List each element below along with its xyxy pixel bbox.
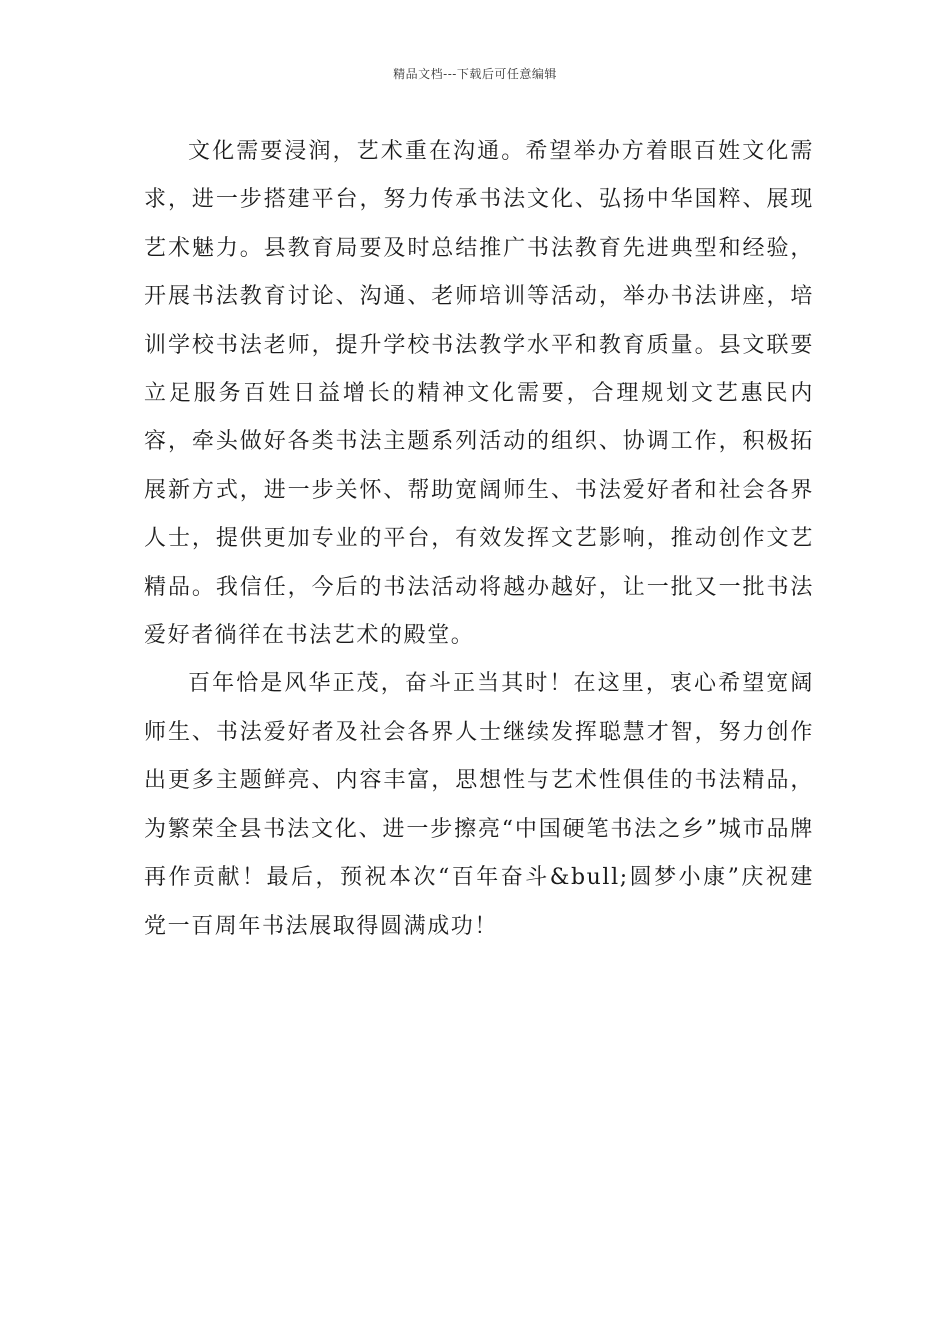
page-header: 精品文档---下载后可任意编辑	[393, 67, 557, 81]
paragraph-2: 百年恰是风华正茂，奋斗正当其时！在这里，衷心希望宽阔师生、书法爱好者及社会各界人士继续发挥聪慧才智，努力创作出更多主题鲜亮、内容丰富，思想性与艺术性俱佳的书法精品，为繁荣全县书法文化、进一步擦亮“中国硬笔书法之乡”城市品牌再作贡献！最后，预祝本次“百年奋斗&bull;圆梦小康”庆祝建党一百周年书法展取得圆满成功！	[144, 671, 814, 939]
document-body	[144, 128, 814, 951]
paragraph-1: 文化需要浸润，艺术重在沟通。希望举办方着眼百姓文化需求，进一步搭建平台，努力传承书法文化、弘扬中华国粹、展现艺术魅力。县教育局要及时总结推广书法教育先进典型和经验，开展书法教育讨论、沟通、老师培训等活动，举办书法讲座，培训学校书法老师，提升学校书法教学水平和教育质量。县文联要立足服务百姓日益增长的精神文化需要，合理规划文艺惠民内容，牵头做好各类书法主题系列活动的组织、协调工作，积极拓展新方式，进一步关怀、帮助宽阔师生、书法爱好者和社会各界人士，提供更加专业的平台，有效发挥文艺影响，推动创作文艺精品。我信任，今后的书法活动将越办越好，让一批又一批书法爱好者徜徉在书法艺术的殿堂。	[144, 139, 814, 649]
